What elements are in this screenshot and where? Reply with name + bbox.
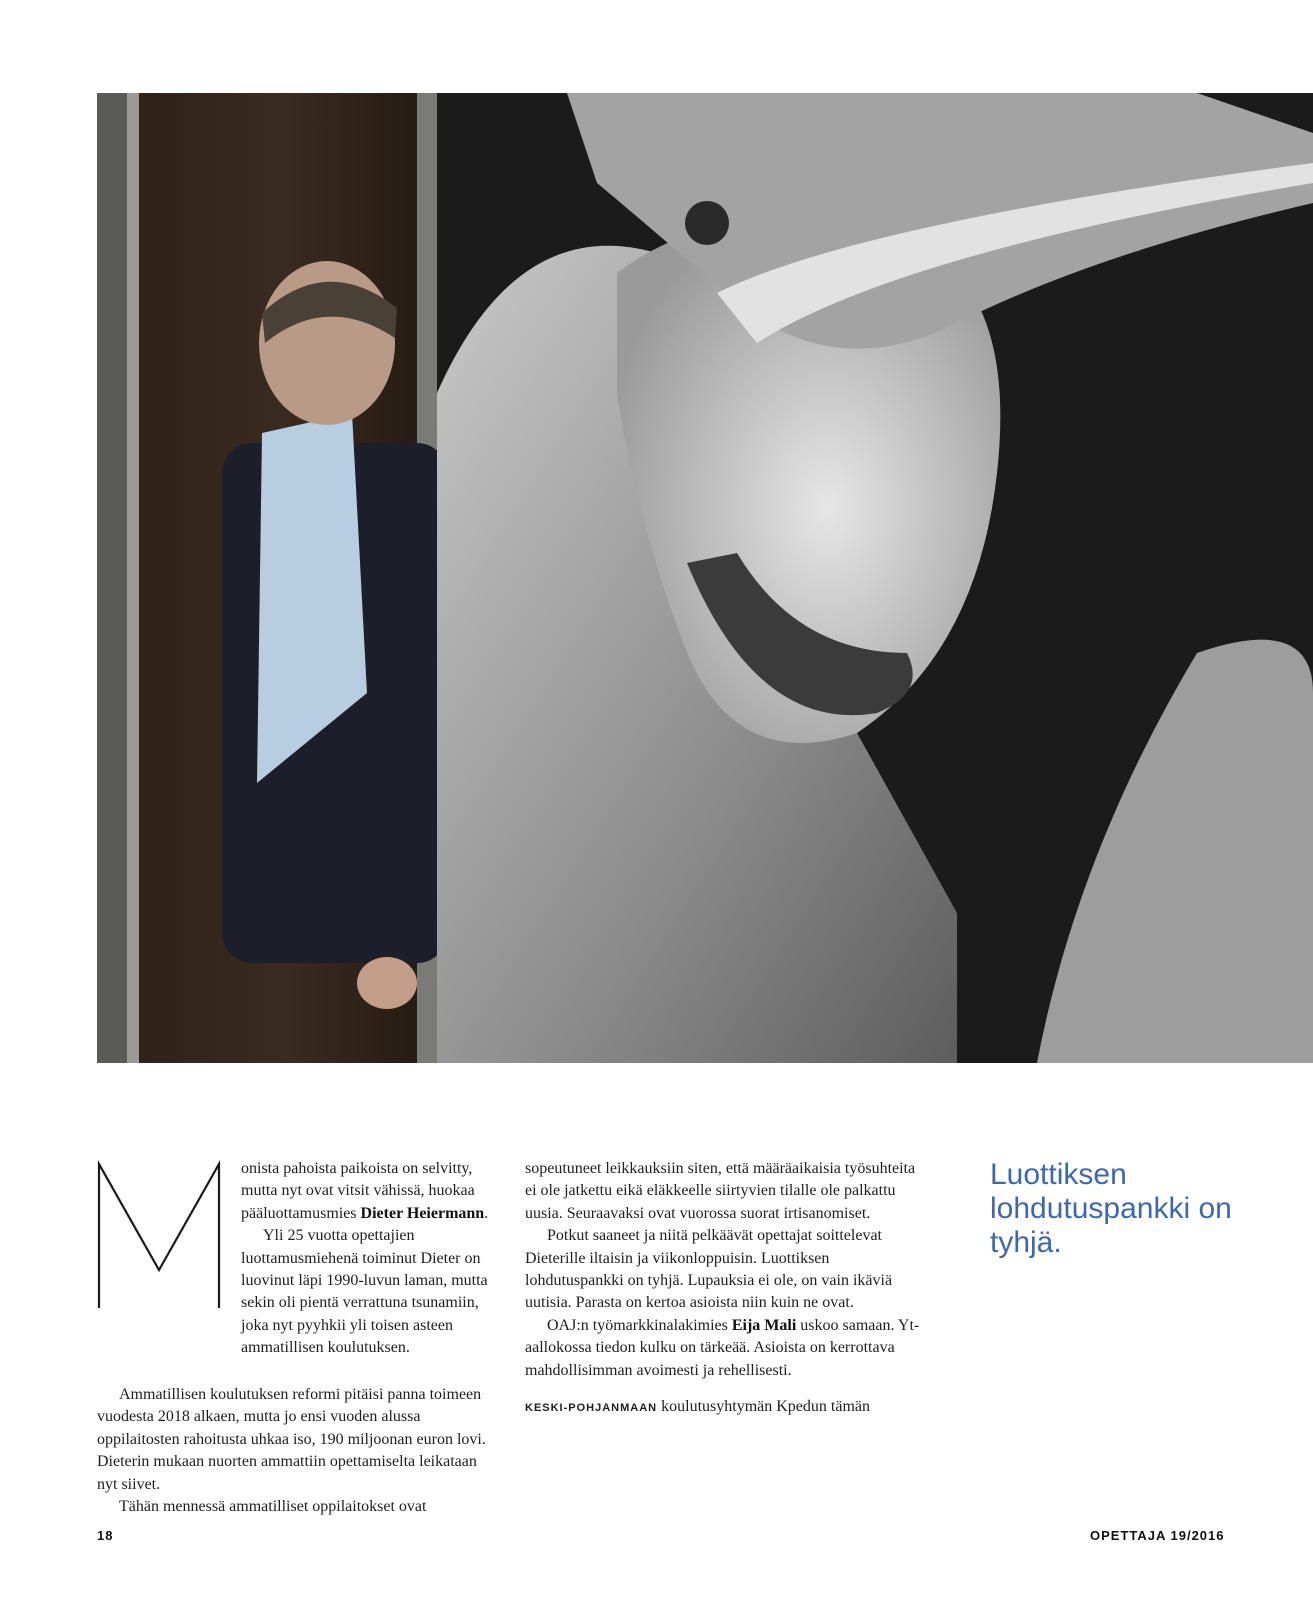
pull-quote: Luottiksen lohdutuspankki on tyhjä. bbox=[990, 1158, 1232, 1259]
paragraph-3: Ammatillisen koulutuksen reformi pitäisi panna toimeen vuodesta 2018 alkaen, mutta jo ensi vuoden alussa oppilaitosten rahoitusta uhkaa iso, 190 miljoonan euron lovi. Dieterin mukaan nuorten ammattiin opettamiselta leikataan nyt siivet. bbox=[97, 1386, 486, 1493]
issue-label: OPETTAJA 19/2016 bbox=[1090, 1528, 1225, 1543]
col2-p3-start: OAJ:n työmarkkinalakimies bbox=[547, 1316, 728, 1334]
feature-photo bbox=[97, 93, 1313, 1063]
photo-illustration bbox=[97, 93, 1313, 1063]
article-opening bbox=[241, 1158, 493, 1360]
paragraph-2: Yli 25 vuotta opettajien luottamusmiehenä toiminut Dieter on luovinut läpi 1990-luvun laman, mutta sekin oli pientä verrattuna tsunamiin, joka nyt pyyhkii yli toisen asteen ammatillisen koulutuksen. bbox=[241, 1227, 488, 1357]
opening-text: onista pahoista paikoista on selvitty, mutta nyt ovat vitsit vähissä, huokaa pääluottamusmies bbox=[241, 1160, 475, 1222]
col2-p3-end: uskoo samaan. Yt-aallokossa tiedon kulku on tärkeää. Asioista on kerrottava mahdollisimman avoimesti ja rehellisesti. bbox=[525, 1316, 920, 1379]
hat-button bbox=[685, 201, 729, 245]
person-name-dieter: Dieter Heiermann bbox=[360, 1204, 485, 1222]
dropcap-m-glyph bbox=[97, 1160, 223, 1310]
col2-paragraph-3 bbox=[525, 1315, 925, 1382]
person-name-eija: Eija Mali bbox=[731, 1316, 797, 1334]
dropcap bbox=[97, 1160, 223, 1310]
section-lead: KESKI-POHJANMAAN bbox=[525, 1402, 658, 1415]
paragraph-4: Tähän mennessä ammatilliset oppilaitokset ovat bbox=[119, 1498, 427, 1516]
col2-section-start bbox=[525, 1396, 925, 1419]
column-1-rest bbox=[97, 1384, 493, 1518]
section-lead-rest: koulutusyhtymän Kpedun tämän bbox=[661, 1398, 870, 1416]
col2-paragraph-1: sopeutuneet leikkauksiin siten, että määräaikaisia työsuhteita ei ole jatkettu eikä eläkkeelle siirtyvien tilalle ole palkattu uusia. Seuraavaksi ovat vuorossa suorat irtisanomiset. bbox=[525, 1160, 916, 1222]
opening-period: . bbox=[484, 1204, 489, 1222]
col2-paragraph-2: Potkut saaneet ja niitä pelkäävät opettajat soittelevat Dieterille iltaisin ja viikonloppuisin. Luottiksen lohdutuspankki on tyhjä. Lupauksia ei ole, on vain ikäviä uutisia. Parasta on kertoa asioista niin kuin ne ovat. bbox=[525, 1227, 893, 1312]
page-number: 18 bbox=[97, 1528, 114, 1543]
column-2 bbox=[525, 1158, 925, 1419]
